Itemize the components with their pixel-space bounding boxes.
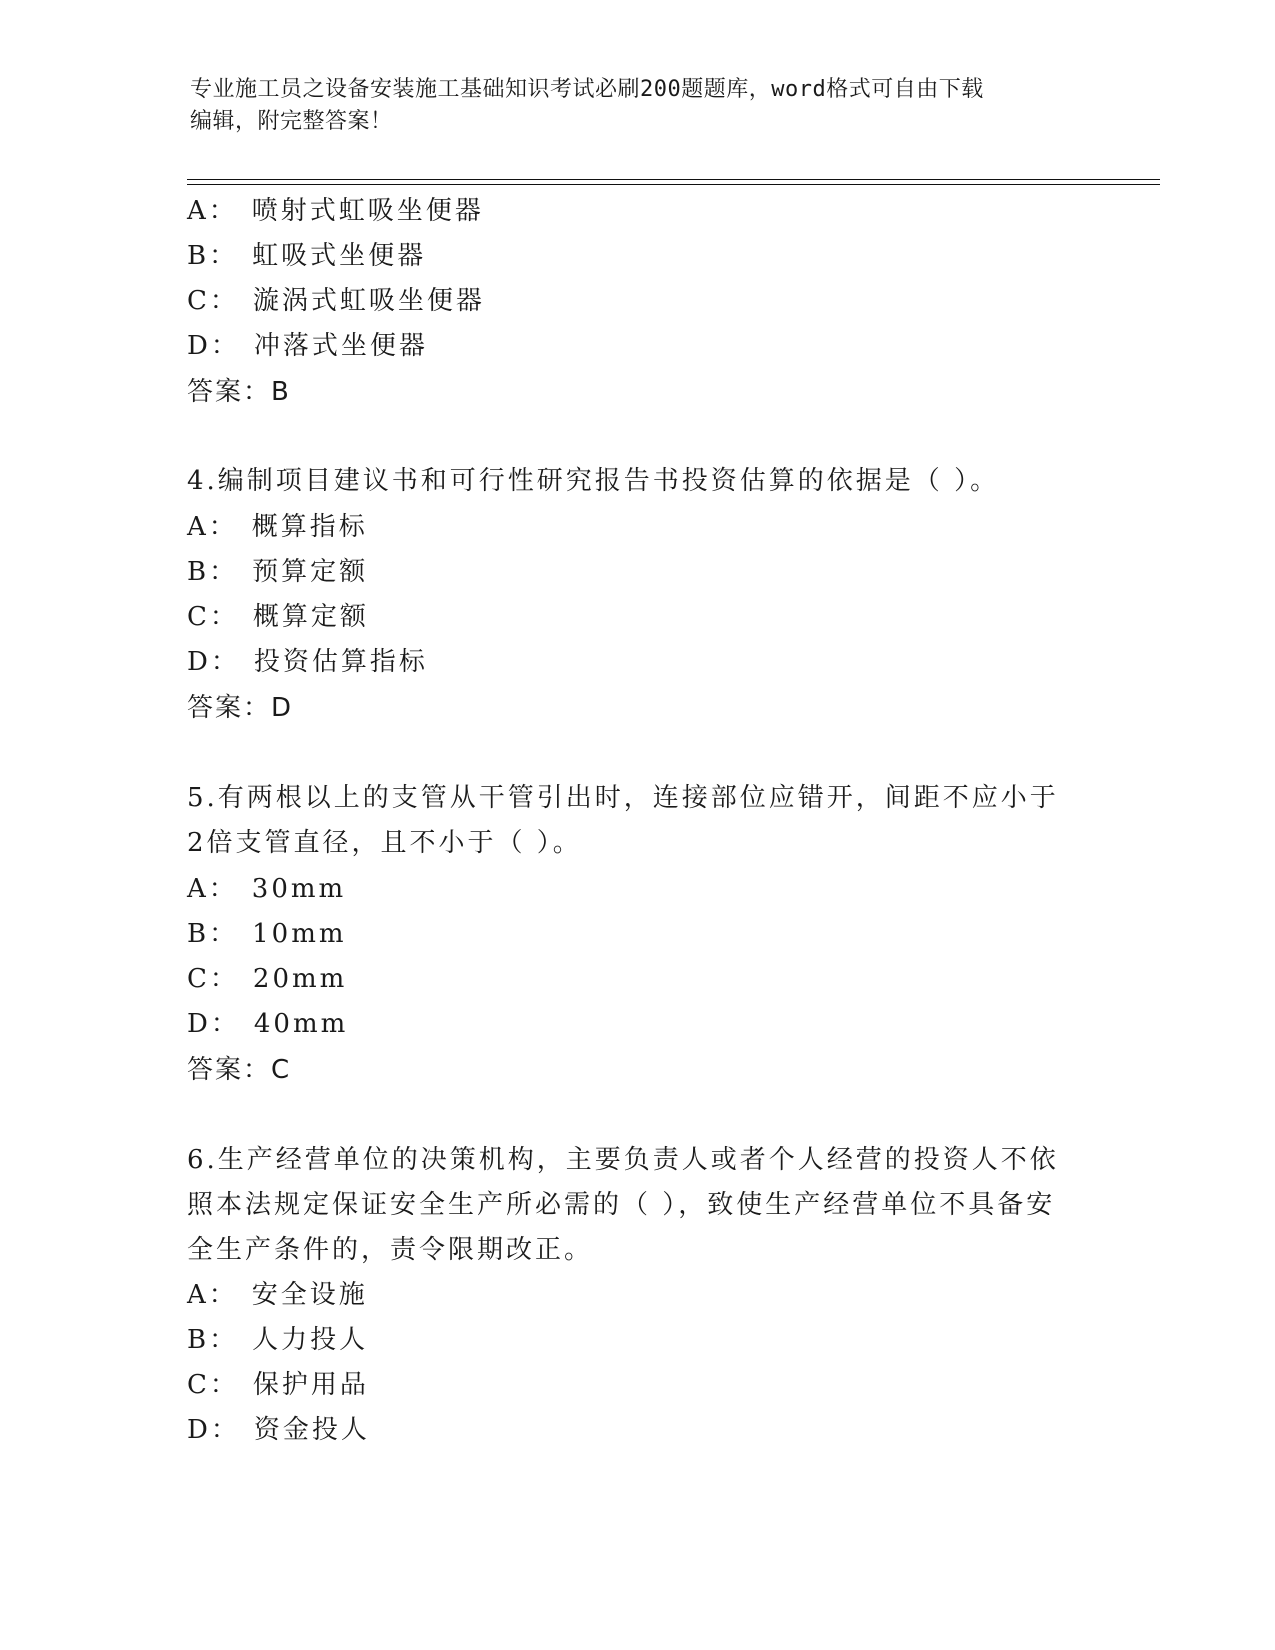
q4-option-a — [187, 510, 368, 544]
option-text: 10mm — [252, 919, 347, 949]
q5-answer: 答案：C — [187, 1055, 292, 1085]
option-key: A： — [187, 196, 238, 226]
option-text: 资金投人 — [253, 1415, 370, 1445]
q6-stem-line-1: 6.生产经营单位的决策机构，主要负责人或者个人经营的投资人不依 — [187, 1145, 1059, 1175]
header-divider-bottom — [187, 184, 1160, 185]
option-key: B： — [187, 919, 239, 949]
document-header — [190, 74, 1090, 138]
q6-stem-line-3: 全生产条件的，责令限期改正。 — [187, 1235, 594, 1265]
q5-option-c — [187, 962, 347, 996]
q3-answer: 答案：B — [187, 377, 291, 407]
option-text: 冲落式坐便器 — [253, 331, 428, 361]
option-key: A： — [187, 512, 238, 542]
q4-option-d — [187, 645, 428, 679]
option-text: 30mm — [251, 874, 347, 904]
option-key: A： — [187, 874, 238, 904]
option-key: A： — [187, 1280, 238, 1310]
q5-stem-line-1: 5.有两根以上的支管从干管引出时，连接部位应错开，间距不应小于 — [187, 783, 1059, 813]
option-text: 虹吸式坐便器 — [252, 241, 427, 271]
q3-option-a — [187, 194, 484, 228]
header-divider-top — [187, 179, 1160, 180]
option-key: C： — [187, 602, 239, 632]
option-key: C： — [187, 1370, 239, 1400]
option-text: 预算定额 — [252, 557, 369, 587]
option-text: 40mm — [253, 1009, 349, 1039]
q6-option-b — [187, 1323, 368, 1357]
option-key: B： — [187, 241, 239, 271]
option-text: 漩涡式虹吸坐便器 — [252, 286, 485, 316]
option-text: 投资估算指标 — [253, 647, 428, 677]
q4-answer: 答案：D — [187, 693, 294, 723]
q5-option-d — [187, 1007, 348, 1041]
q6-stem-line-2: 照本法规定保证安全生产所必需的（ ），致使生产经营单位不具备安 — [187, 1190, 1056, 1220]
q4-stem: 4.编制项目建议书和可行性研究报告书投资估算的依据是（ ）。 — [187, 466, 1000, 496]
option-key: D： — [187, 1009, 240, 1039]
option-text: 保护用品 — [252, 1370, 369, 1400]
option-key: B： — [187, 557, 239, 587]
option-key: D： — [187, 1415, 240, 1445]
q5-stem-line-2: 2倍支管直径，且不小于（ ）。 — [187, 828, 582, 858]
header-line-1: 专业施工员之设备安装施工基础知识考试必刷200题题库，word格式可自由下载 — [190, 77, 984, 102]
option-text: 概算指标 — [251, 512, 368, 542]
option-text: 20mm — [252, 964, 348, 994]
option-text: 人力投人 — [252, 1325, 369, 1355]
option-key: C： — [187, 964, 239, 994]
q3-option-b — [187, 239, 426, 273]
q4-option-b — [187, 555, 368, 589]
q5-option-a — [187, 872, 346, 906]
q6-option-c — [187, 1368, 369, 1402]
q5-option-b — [187, 917, 347, 951]
option-key: D： — [187, 331, 240, 361]
option-key: B： — [187, 1325, 239, 1355]
option-text: 喷射式虹吸坐便器 — [251, 196, 484, 226]
q6-option-a — [187, 1278, 368, 1312]
option-key: D： — [187, 647, 240, 677]
header-line-2: 编辑，附完整答案！ — [190, 109, 393, 134]
q6-option-d — [187, 1413, 370, 1447]
option-text: 概算定额 — [252, 602, 369, 632]
q3-option-d — [187, 329, 428, 363]
option-key: C： — [187, 286, 239, 316]
q3-option-c — [187, 284, 485, 318]
option-text: 安全设施 — [251, 1280, 368, 1310]
q4-option-c — [187, 600, 369, 634]
